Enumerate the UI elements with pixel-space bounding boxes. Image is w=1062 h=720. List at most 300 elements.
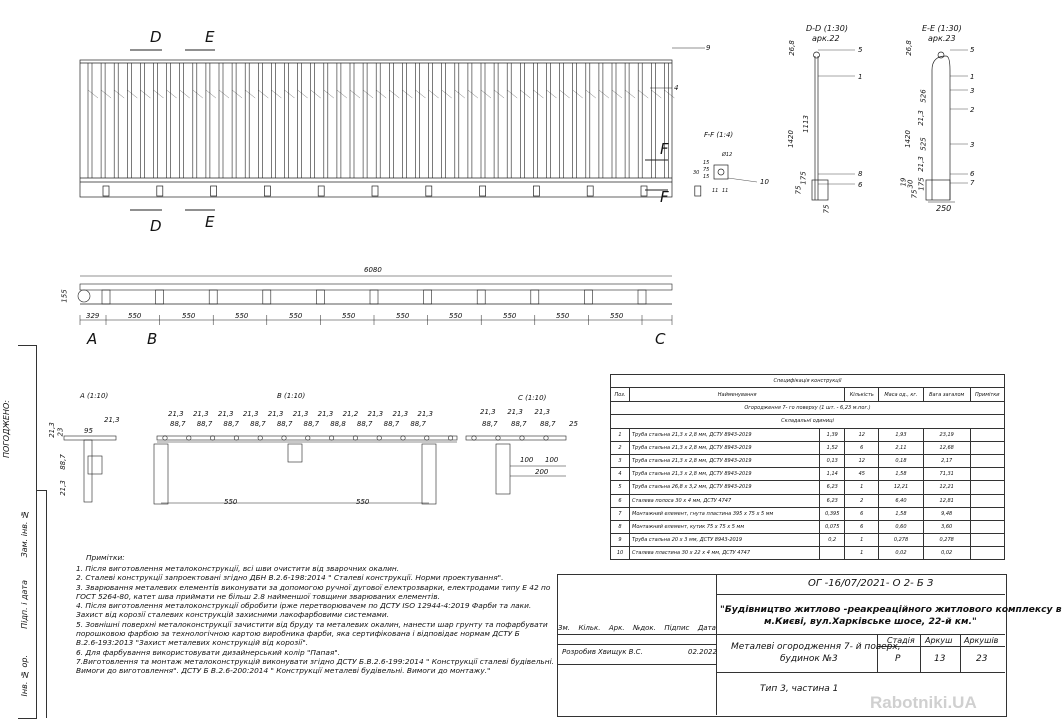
section-ee-leader-6: 6 (970, 170, 975, 178)
spec-cell: 3,60 (923, 520, 970, 533)
hatch-line (193, 90, 203, 98)
leader-line (728, 178, 757, 182)
spec-cell (970, 547, 1004, 560)
stage-label: Стадія (887, 636, 915, 645)
post-base (264, 186, 270, 196)
section-ee-dim-525: 525 (919, 137, 928, 151)
section-dd-dim-175: 175 (799, 171, 808, 185)
section-ee-leader-2: 2 (970, 106, 975, 114)
hatch-line (389, 90, 399, 98)
post-base (372, 186, 378, 196)
spec-cell: Труба стальна 21,3 х 2,8 мм, ДСТУ 8943-2019 (630, 454, 820, 467)
plan-span-9: 550 (556, 312, 570, 320)
plan-span-1: 550 (128, 312, 142, 320)
detail-c-sub-3: 88,7 (540, 420, 556, 428)
detail-b-span-2: 550 (356, 498, 370, 506)
hatch-line (219, 90, 229, 98)
col-header-date: Дата (697, 624, 716, 632)
post-base (426, 186, 432, 196)
hatch-line (586, 90, 596, 98)
spec-header-name: Найменування (630, 388, 845, 402)
detail-b-baluster (306, 436, 310, 440)
detail-c-sub-1: 88,7 (482, 420, 498, 428)
section-dd-dim-268: 26,8 (787, 40, 796, 56)
spec-cell: 1,58 (879, 468, 924, 481)
post-base (695, 186, 701, 196)
approval-label: ПОГОДЖЕНО: (2, 400, 11, 458)
section-ee-post (932, 56, 950, 200)
detail-c-post (496, 444, 510, 494)
section-dd-dim-1113: 1113 (801, 115, 810, 133)
section-dd-leader-8: 8 (858, 170, 863, 178)
title-block-stage-col (877, 634, 878, 672)
spec-cell: 1 (845, 534, 879, 547)
spec-cell (970, 428, 1004, 441)
leader-9: 9 (706, 44, 711, 52)
spec-header-notes: Примітки (970, 388, 1004, 402)
spec-row (611, 441, 1005, 454)
sheet-name-2: будинок №3 (780, 654, 838, 664)
detail-c-dim-200: 200 (535, 468, 549, 476)
spec-cell: Труба стальна 20 х 3 мм, ДСТУ 8943-2019 (630, 534, 820, 547)
detail-b-top-2: 21,3 (192, 410, 209, 418)
spec-cell: 1,39 (820, 428, 845, 441)
spec-cell (970, 481, 1004, 494)
section-ee-dim-30: 30 (906, 179, 915, 189)
hatch-line (638, 90, 648, 98)
note-line-2: 2. Сталеві конструкції запроектовані згідно ДБН В.2.6-198:2014 " Сталеві конструкції. Норми проектування". (76, 573, 504, 583)
post-base (103, 186, 109, 196)
spec-row (611, 454, 1005, 467)
hatch-line (88, 90, 98, 98)
spec-cell: 1 (845, 547, 879, 560)
col-header-sheet: Арк. (608, 624, 625, 632)
detail-b-sub-2: 88,7 (196, 420, 213, 428)
railing-elevation (80, 48, 705, 210)
hatch-line (311, 90, 321, 98)
spec-cell: 0,02 (923, 547, 970, 560)
spec-cell: 12,68 (923, 441, 970, 454)
hatch-line (599, 90, 609, 98)
detail-a-dim-2: 95 (84, 427, 93, 435)
section-ee-handrail (938, 52, 944, 58)
spec-cell: 12,21 (879, 481, 924, 494)
spec-cell: 6 (845, 441, 879, 454)
spec-header-total: Вага загалом (923, 388, 970, 402)
spec-header-qty: Кількість (845, 388, 879, 402)
spec-cell: 23,19 (923, 428, 970, 441)
spec-cell: 6,23 (820, 494, 845, 507)
spec-cell: 0,13 (820, 454, 845, 467)
spec-cell: 71,31 (923, 468, 970, 481)
detail-b-sub-8: 88,7 (356, 420, 373, 428)
hatch-line (468, 90, 478, 98)
plan-span-6: 550 (396, 312, 410, 320)
spec-cell: Труба стальна 21,3 х 2,8 мм, ДСТУ 8943-2019 (630, 428, 820, 441)
section-ee-leader-7: 7 (970, 179, 975, 187)
detail-b-sub-9: 88,7 (383, 420, 400, 428)
developed-label: Розробив (562, 648, 596, 656)
hatch-line (560, 90, 570, 98)
cut-label-f-top: F (660, 140, 669, 158)
spec-cell: 4 (611, 468, 630, 481)
detail-b-baluster (187, 436, 191, 440)
section-ee-leader-1: 1 (970, 73, 975, 81)
hatch-line (271, 90, 281, 98)
title-block-row3 (557, 644, 716, 645)
signature-date-label: Підп. і дата (20, 580, 29, 629)
spec-cell: 0,395 (820, 507, 845, 520)
section-dd-dim-75: 75 (794, 185, 803, 195)
cut-label-e-bottom: E (205, 213, 215, 231)
project-name: "Будівництво житлово -реакреаційного житлового комплексу в (720, 604, 1062, 615)
plan-point-b: B (147, 330, 158, 348)
title-block-sheets-col (960, 634, 961, 672)
spec-header-unit-mass: Маса од., кг. (879, 388, 924, 402)
spec-cell: Труба стальна 21,3 х 2,8 мм, ДСТУ 8943-2019 (630, 441, 820, 454)
detail-c-title: C (1:10) (518, 394, 547, 402)
title-block-cols (558, 624, 716, 632)
detail-c-rail (466, 436, 566, 440)
plan-span-8: 550 (503, 312, 517, 320)
detail-b-baluster (282, 436, 286, 440)
spec-cell: 2 (845, 494, 879, 507)
project-name-2: м.Києві, вул.Харківське шосе, 22-й км." (764, 616, 977, 627)
plan-overall-dim: 6080 (364, 266, 382, 274)
hatch-line (154, 90, 164, 98)
hatch-line (167, 90, 177, 98)
spec-cell (820, 547, 845, 560)
detail-b-baluster (163, 436, 167, 440)
section-dd-leader-5: 5 (858, 46, 863, 54)
spec-cell: 6 (611, 494, 630, 507)
detail-b-title: B (1:10) (277, 392, 306, 400)
note-line-8: порошковою фарбою за технологічною картою виробника фарби, яка сертифікована і відповідає нормам ДСТУ Б (76, 629, 520, 639)
section-ff-pipe (718, 169, 724, 175)
detail-b-sub-4: 88,7 (250, 420, 266, 428)
detail-b-top-3: 21,3 (217, 410, 234, 418)
note-line-10: 6. Для фарбування використовувати дизайнерський колір "Папая". (76, 647, 341, 657)
hatch-line (114, 90, 124, 98)
detail-b-top-4: 21,3 (242, 410, 259, 418)
title-block-row4 (557, 664, 716, 665)
hatch-line (350, 90, 360, 98)
hatch-line (298, 90, 308, 98)
spec-cell: 6,23 (820, 481, 845, 494)
spec-row (611, 494, 1005, 507)
detail-c-dim-100b: 100 (545, 456, 559, 464)
title-block-sheet-col (920, 634, 921, 672)
detail-c-baluster (544, 436, 548, 440)
section-ee-dim-213b: 21,3 (916, 156, 925, 172)
plan-post (156, 290, 164, 304)
spec-cell: 12,21 (923, 481, 970, 494)
detail-b-sub-5: 88,7 (276, 420, 293, 428)
detail-c-sub-dims (482, 420, 578, 428)
plan-post (370, 290, 378, 304)
note-line-9: В.2.6-193:2013 "Захист металевих конструкцій від корозії". (76, 638, 309, 648)
plan-post (209, 290, 217, 304)
detail-a-dim-1: 21,3 (104, 416, 120, 424)
detail-c-top-2: 21,3 (507, 408, 523, 416)
leader-4: 4 (674, 84, 679, 92)
detail-b-rail (157, 436, 457, 440)
post-base (533, 186, 539, 196)
post-base (587, 186, 593, 196)
section-ee-dim-19: 19 (899, 177, 908, 187)
hatch-line (481, 90, 491, 98)
detail-c-sub-2: 88,7 (511, 420, 527, 428)
section-dd-leader-6: 6 (858, 181, 863, 189)
watermark: Rabotniki.UA (870, 693, 977, 712)
detail-b-baluster (425, 436, 429, 440)
spec-cell: 8 (611, 520, 630, 533)
plan-point-c: C (655, 330, 666, 348)
cut-label-d-top: D (150, 28, 162, 46)
detail-b-top-8: 21,2 (342, 410, 359, 418)
section-ee-base (926, 180, 950, 200)
section-ee-dim-268: 26,8 (904, 40, 913, 56)
spec-cell: 1,93 (879, 428, 924, 441)
section-ff-dim-diam: Ø12 (722, 152, 733, 158)
detail-b-post-2 (288, 444, 302, 462)
section-ff-dim-11b: 11 (722, 188, 729, 194)
section-dd-sheet: арк.22 (812, 34, 840, 43)
plan-height-dim: 155 (60, 289, 69, 303)
plan-span-2: 550 (182, 312, 196, 320)
spec-cell: 2,11 (879, 441, 924, 454)
detail-b-post-3 (422, 444, 436, 504)
spec-cell: Труба стальна 21,3 х 2,8 мм, ДСТУ 8943-2019 (630, 468, 820, 481)
note-line-5: 4. Після виготовлення металоконструкції обробити іржe перетворювачем по ДСТУ ISO 12944-4:2019 Фарби та лаки. (76, 601, 532, 611)
spec-cell: Монтажний елемент, гнута пластина 395 х 75 х 5 мм (630, 507, 820, 520)
note-line-12: Вимоги до виготовлення". ДСТУ Б В.2.6-200:2014 " Конструкції металеві будівельні. Вимоги до монтажу." (76, 666, 491, 676)
sheet-name: Металеві огородження 7- й поверх, (731, 642, 901, 652)
hatch-line (547, 90, 557, 98)
note-line-11: 7.Виготовлення та монтаж металоконструкцій виконувати згідно ДСТУ Б.В.2.6-199:2014 " Конструкції сталеві будівельні. (76, 656, 555, 666)
spec-cell: Труба стальна 26,8 х 3,2 мм, ДСТУ 8943-2019 (630, 481, 820, 494)
hatch-line (573, 90, 583, 98)
section-ee-dim-1420: 1420 (903, 130, 912, 148)
hatch-line (245, 90, 255, 98)
detail-c-baluster (520, 436, 524, 440)
spec-cell: 10 (611, 547, 630, 560)
spec-cell: 2,17 (923, 454, 970, 467)
hatch-line (455, 90, 465, 98)
cut-label-f-bottom: F (660, 188, 669, 206)
spec-cell: 9,48 (923, 507, 970, 520)
detail-b-baluster (353, 436, 357, 440)
spec-cell: 12 (845, 454, 879, 467)
hatch-line (520, 90, 530, 98)
col-header-count: Кільк. (578, 624, 601, 632)
col-header-signature: Підпис (664, 624, 690, 632)
spec-table (610, 374, 1005, 560)
note-line-6: Захист від корозії сталевих конструкцій захисними лакофарбовими системами. (76, 610, 390, 620)
sheet-label: Аркуш (925, 636, 953, 645)
spec-cell: 0,278 (923, 534, 970, 547)
developer-date: 02.2022 (688, 648, 717, 656)
spec-body (611, 428, 1005, 560)
stage-value: Р (895, 654, 901, 664)
cut-label-d-bottom: D (150, 217, 162, 235)
spec-cell (970, 520, 1004, 533)
hatch-line (324, 90, 334, 98)
detail-c-baluster (472, 436, 476, 440)
detail-a-dim-5: 88,7 (58, 454, 67, 470)
detail-b-sub-6: 88,7 (303, 420, 320, 428)
post-base (318, 186, 324, 196)
spec-cell: 6,40 (879, 494, 924, 507)
spec-cell: 6 (845, 520, 879, 533)
section-ee-leader-3b: 3 (970, 141, 975, 149)
cut-label-e-top: E (205, 28, 215, 46)
spec-row (611, 534, 1005, 547)
spec-cell (970, 534, 1004, 547)
section-ff-dim-30: 30 (693, 170, 700, 176)
title-block-row2 (557, 634, 1005, 635)
sheet-type: Тип 3, частина 1 (760, 684, 839, 694)
spec-cell (970, 507, 1004, 520)
detail-b-top-6: 21,3 (292, 410, 309, 418)
hatch-line (533, 90, 543, 98)
section-ee-dim-213a: 21,3 (916, 110, 925, 126)
section-ee-leader-5: 5 (970, 46, 975, 54)
detail-c-sub-4: 25 (569, 420, 578, 428)
spec-cell: 12,81 (923, 494, 970, 507)
detail-a-plate (88, 456, 102, 474)
section-ee-dim-250: 250 (936, 204, 952, 213)
spec-cell: 1,58 (879, 507, 924, 520)
spec-cell: 2 (611, 441, 630, 454)
hatch-line (442, 90, 452, 98)
detail-c-top-dims (480, 408, 550, 416)
spec-cell: 0,18 (879, 454, 924, 467)
hatch-line (664, 90, 674, 98)
post-base (641, 186, 647, 196)
post-base (211, 186, 217, 196)
spec-cell: 0,02 (879, 547, 924, 560)
detail-b-sub-7: 88,8 (330, 420, 346, 428)
spec-cell: 5 (611, 481, 630, 494)
section-ff-title: F-F (1:4) (704, 131, 734, 139)
detail-b-sub-10: 88,7 (410, 420, 426, 428)
detail-b-top-dims (168, 410, 433, 418)
plan-span-10: 550 (610, 312, 624, 320)
spec-cell (970, 454, 1004, 467)
spec-cell: 45 (845, 468, 879, 481)
spec-subgroup: Складальні одиниці (611, 415, 1005, 428)
detail-b-baluster (448, 436, 452, 440)
plan-post (638, 290, 646, 304)
detail-b-baluster (401, 436, 405, 440)
detail-b-top-1: 21,3 (168, 410, 184, 418)
spec-cell: 0,2 (820, 534, 845, 547)
hatch-line (376, 90, 386, 98)
spec-row (611, 547, 1005, 560)
section-dd-base (812, 180, 828, 200)
spec-cell (970, 494, 1004, 507)
plan-end-circle (78, 290, 90, 302)
detail-a-dim-3: 21,3 (47, 422, 56, 438)
hatch-line (429, 90, 439, 98)
detail-b-sub-1: 88,7 (170, 420, 186, 428)
note-line-7: 5. Зовнішні поверхні металоконструкції зачистити від бруду та металевих окалин, нанести шар грунту та пофарбувати (76, 619, 548, 629)
spec-row (611, 481, 1005, 494)
detail-b-top-9: 21,3 (367, 410, 384, 418)
spec-cell: 7 (611, 507, 630, 520)
spec-cell: Сталева пластина 30 х 22 х 4 мм, ДСТУ 4747 (630, 547, 820, 560)
plan-first-dim: 329 (86, 312, 100, 320)
detail-b-top-7: 21,3 (317, 410, 334, 418)
hatch-line (612, 90, 622, 98)
doc-code: ОГ -16/07/2021- О 2- Б З (808, 578, 934, 589)
spec-cell: 1,14 (820, 468, 845, 481)
spec-cell: 3 (611, 454, 630, 467)
plan-post (102, 290, 110, 304)
detail-b-baluster (234, 436, 238, 440)
plan-post (424, 290, 432, 304)
plan-point-a: A (87, 330, 98, 348)
detail-b-post-1 (154, 444, 168, 504)
section-ff-dim-15a: 15 (703, 160, 710, 166)
section-ee-dim-175: 175 (917, 177, 926, 191)
plan-post (316, 290, 324, 304)
plan-post (584, 290, 592, 304)
detail-a-title: A (1:10) (80, 392, 109, 400)
hatch-line (416, 90, 426, 98)
plan-span-7: 550 (449, 312, 463, 320)
section-ff-dim-11a: 11 (712, 188, 719, 194)
sheet-value: 13 (934, 654, 946, 664)
spec-cell: 1 (611, 428, 630, 441)
detail-c-dim-100a: 100 (520, 456, 534, 464)
developer-name: Хвищук В.С. (598, 648, 643, 656)
spec-cell (970, 468, 1004, 481)
plan-span-4: 550 (289, 312, 303, 320)
detail-c-baluster (496, 436, 500, 440)
spec-table-wrap (610, 374, 1005, 560)
hatch-line (651, 90, 661, 98)
section-ff-leader: 10 (760, 178, 769, 186)
plan-span-3: 550 (235, 312, 249, 320)
note-line-3: 3. Зварювання металевих елементів виконувати за допомогою ручної дугової електрозварки, електродами типу Е 42 по (76, 582, 551, 592)
post-base (157, 186, 163, 196)
detail-b-baluster (377, 436, 381, 440)
detail-b-top-5: 21,3 (267, 410, 284, 418)
spec-cell: 0,075 (820, 520, 845, 533)
detail-b-top-10: 21,3 (392, 410, 409, 418)
note-line-4: ГОСТ 5264-80, катет шва приймати не більш 2.8 найменшої товщини зварюваних елементів. (76, 591, 440, 601)
spec-row (611, 507, 1005, 520)
sheets-value: 23 (976, 654, 988, 664)
section-ee-dim-75: 75 (910, 189, 919, 199)
spec-header-pos: Поз. (611, 388, 630, 402)
detail-b-baluster (210, 436, 214, 440)
detail-b-baluster (258, 436, 262, 440)
col-header-doc: №док. (633, 624, 656, 632)
spec-row (611, 428, 1005, 441)
plan-post (531, 290, 539, 304)
note-line-1: 1. Після виготовлення металоконструкції, всі шви очистити від зварочних окалин. (76, 564, 400, 573)
spec-cell: Монтажний елемент, кутик 75 х 75 х 5 мм (630, 520, 820, 533)
spec-cell (970, 441, 1004, 454)
section-ff-dim-15b: 15 (703, 174, 710, 180)
spec-group: Огородження 7- го поверху (1 шт. - 6,23 м.пог.) (611, 402, 1005, 415)
plan-post (477, 290, 485, 304)
cross-sections (714, 50, 968, 202)
spec-cell: 9 (611, 534, 630, 547)
